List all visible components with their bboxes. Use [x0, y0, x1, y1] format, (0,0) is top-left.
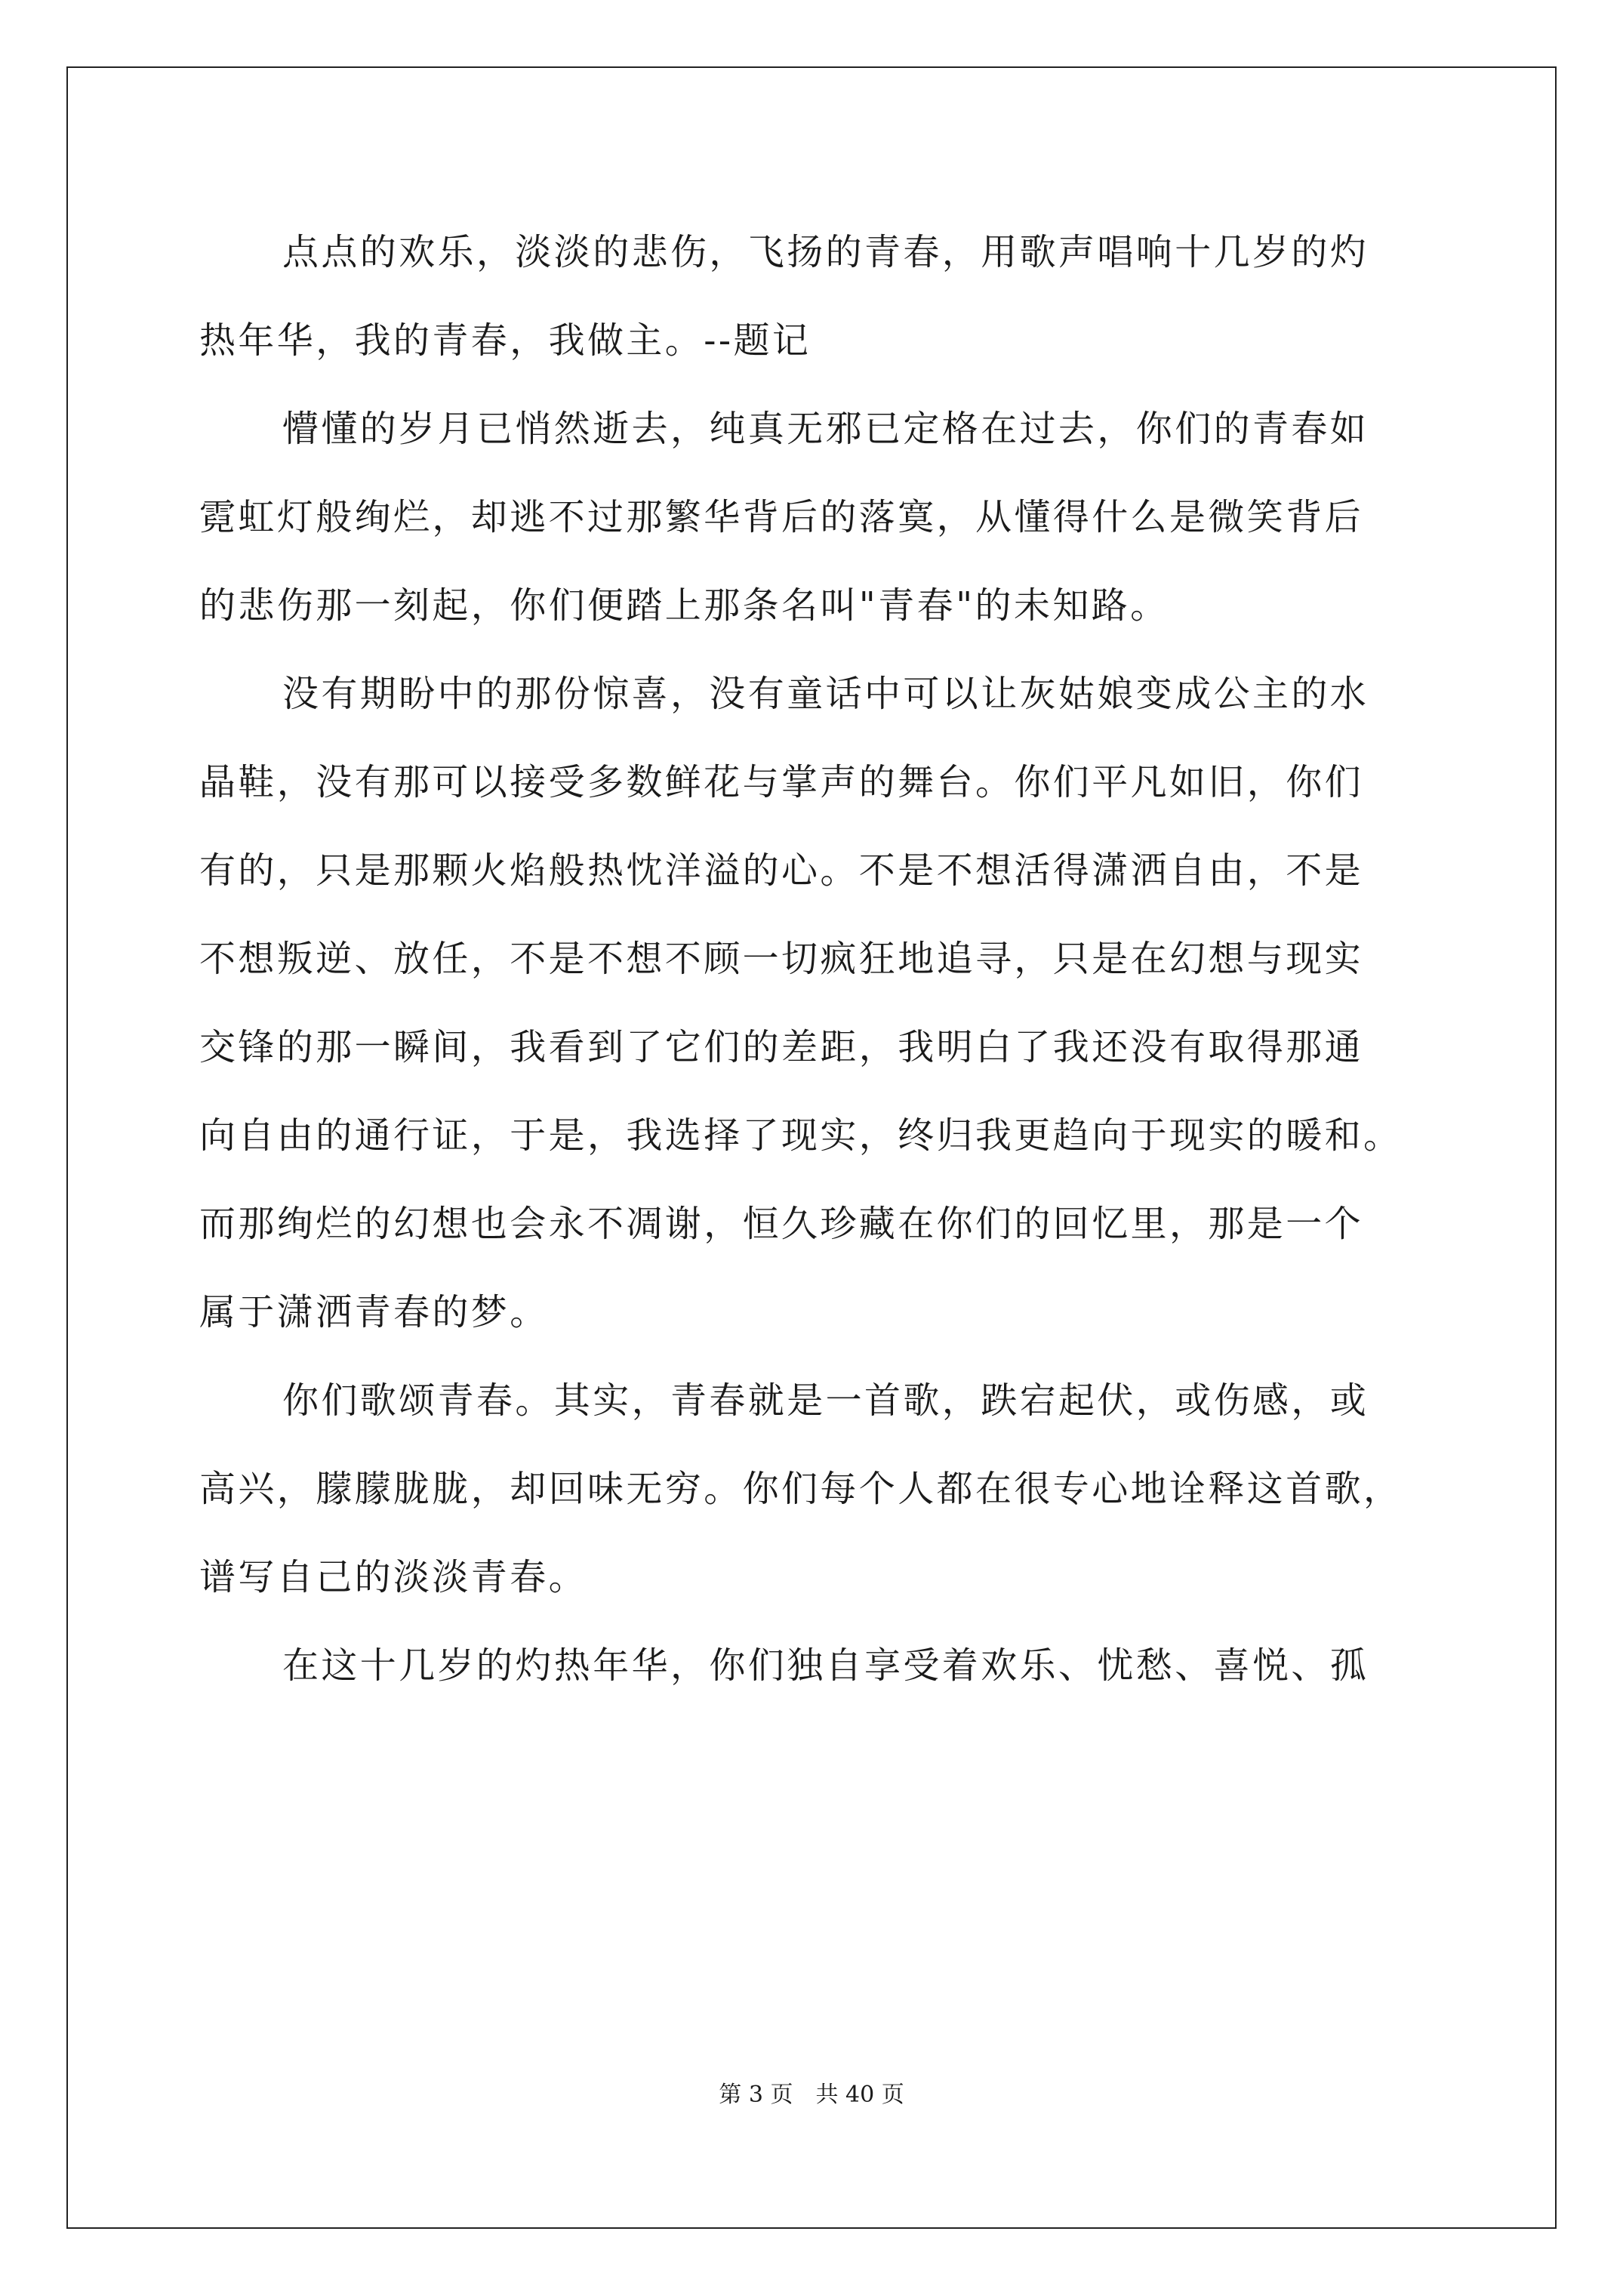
text-line: 不想叛逆、放任，不是不想不顾一切疯狂地追寻，只是在幻想与现实 [199, 938, 1364, 980]
page-footer [0, 2080, 1623, 2110]
document-body [199, 208, 1437, 1710]
text-line: 霓虹灯般绚烂，却逃不过那繁华背后的落寞，从懂得什么是微笑背后 [199, 496, 1364, 538]
text-line: 而那绚烂的幻想也会永不凋谢，恒久珍藏在你们的回忆里，那是一个 [199, 1203, 1364, 1245]
text-line: 交锋的那一瞬间，我看到了它们的差距，我明白了我还没有取得那通 [199, 1026, 1364, 1068]
text-line: 热年华，我的青春，我做主。--题记 [199, 319, 812, 362]
page-total: 共 40 页 [815, 2082, 904, 2108]
text-line: 属于潇洒青春的梦。 [199, 1291, 549, 1333]
text-line: 没有期盼中的那份惊喜，没有童话中可以让灰姑娘变成公主的水 [282, 673, 1369, 715]
text-line: 有的，只是那颗火焰般热忱洋溢的心。不是不想活得潇洒自由，不是 [199, 849, 1364, 892]
text-line: 向自由的通行证，于是，我选择了现实，终归我更趋向于现实的暖和。 [199, 1114, 1403, 1157]
text-line: 高兴，朦朦胧胧，却回味无穷。你们每个人都在很专心地诠释这首歌， [199, 1468, 1403, 1510]
text-line: 懵懂的岁月已悄然逝去，纯真无邪已定格在过去，你们的青春如 [282, 408, 1369, 450]
text-line: 在这十几岁的灼热年华，你们独自享受着欢乐、忧愁、喜悦、孤 [282, 1644, 1369, 1687]
text-line: 的悲伤那一刻起，你们便踏上那条名叫"青春"的未知路。 [199, 584, 1169, 627]
text-line: 你们歌颂青春。其实，青春就是一首歌，跌宕起伏，或伤感，或 [282, 1379, 1369, 1422]
text-line: 谱写自己的淡淡青春。 [199, 1556, 588, 1598]
text-line: 晶鞋，没有那可以接受多数鲜花与掌声的舞台。你们平凡如旧，你们 [199, 761, 1364, 803]
text-line: 点点的欢乐，淡淡的悲伤，飞扬的青春，用歌声唱响十几岁的灼 [282, 231, 1369, 273]
page-number: 第 3 页 [719, 2082, 793, 2108]
